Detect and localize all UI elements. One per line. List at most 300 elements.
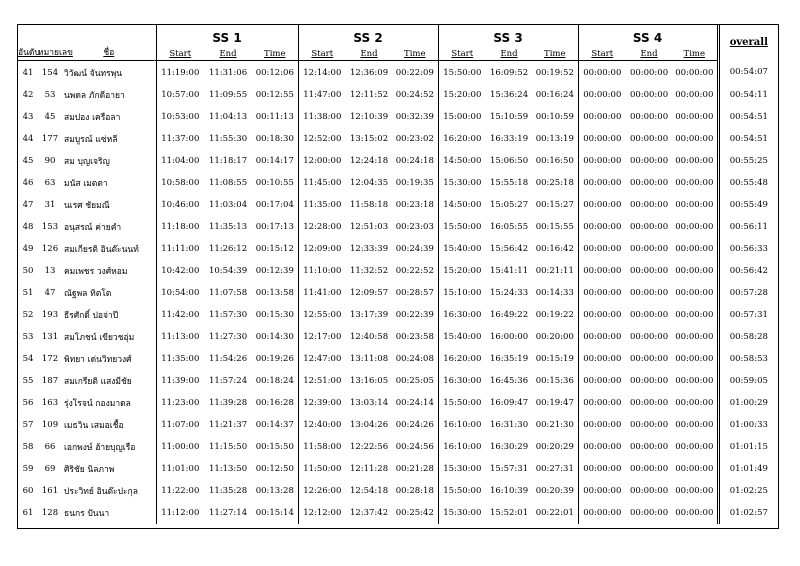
table-row — [18, 172, 778, 194]
ss4-end-cell: 00:00:00 — [629, 420, 669, 430]
column-header-row — [18, 45, 778, 61]
ss1-start-cell: 11:00:00 — [156, 436, 204, 458]
rank-cell: 56 — [22, 398, 34, 408]
ss3-start-cell: 14:50:00 — [438, 150, 486, 172]
ss1-time-cell: 00:16:28 — [255, 398, 294, 408]
name-cell: สมปอง เครือลา — [64, 113, 121, 123]
overall-cell: 00:58:28 — [718, 326, 778, 348]
end-header: End — [486, 45, 532, 61]
ss4-time-cell: 00:00:00 — [675, 134, 714, 144]
ss4-end-cell: 00:00:00 — [629, 112, 669, 122]
ss2-end-cell: 12:10:39 — [349, 112, 389, 122]
name-cell: ธนกร ปันนา — [64, 509, 110, 519]
ss3-end-cell: 16:33:19 — [489, 134, 529, 144]
ss1-time-cell: 00:18:24 — [255, 376, 294, 386]
rank-cell: 51 — [22, 288, 34, 298]
ss3-start-cell: 14:50:00 — [438, 194, 486, 216]
ss2-time-cell: 00:22:39 — [395, 310, 434, 320]
ss4-end-cell: 00:00:00 — [629, 244, 669, 254]
table-row — [18, 260, 778, 282]
name-cell: สมบูรณ์ แซ่หลี — [64, 135, 118, 145]
ss2-end-cell: 12:36:09 — [349, 67, 389, 78]
results-body — [18, 61, 778, 525]
ss1-end-cell: 11:31:06 — [208, 67, 248, 78]
ss1-time-cell: 00:14:30 — [255, 332, 294, 342]
ss4-time-cell: 00:00:00 — [675, 332, 714, 342]
ss4-start-cell: 00:00:00 — [578, 260, 626, 282]
ss1-end-cell: 11:27:14 — [208, 508, 248, 518]
ss2-end-cell: 13:03:14 — [349, 398, 389, 408]
ss3-end-cell: 16:35:19 — [489, 354, 529, 364]
ss4-end-cell: 00:00:00 — [629, 200, 669, 210]
ss2-end-cell: 12:37:42 — [349, 508, 389, 518]
ss1-time-cell: 00:15:30 — [255, 310, 294, 320]
name-cell: สม บุญเจริญ — [64, 157, 110, 167]
ss2-start-cell: 12:52:00 — [298, 128, 346, 150]
ss4-end-cell: 00:00:00 — [629, 464, 669, 474]
ss1-time-cell: 00:19:26 — [255, 354, 294, 364]
ss1-start-cell: 11:13:00 — [156, 326, 204, 348]
rank-cell: 54 — [22, 354, 34, 364]
time-header: Time — [532, 45, 578, 61]
table-row — [18, 348, 778, 370]
overall-cell: 01:02:57 — [718, 502, 778, 524]
ss3-time-cell: 00:13:19 — [535, 134, 574, 144]
end-header: End — [204, 45, 252, 61]
ss2-end-cell: 12:22:56 — [349, 442, 389, 452]
ss1-end-cell: 11:55:30 — [208, 134, 248, 144]
ss3-time-cell: 00:14:33 — [535, 288, 574, 298]
ss4-end-cell: 00:00:00 — [629, 67, 669, 78]
ss4-end-cell: 00:00:00 — [629, 376, 669, 386]
ss2-start-cell: 12:26:00 — [298, 480, 346, 502]
ss3-start-cell: 16:20:00 — [438, 348, 486, 370]
ss3-time-cell: 00:25:18 — [535, 178, 574, 188]
ss2-start-cell: 11:35:00 — [298, 194, 346, 216]
ss3-time-cell: 00:16:42 — [535, 244, 574, 254]
ss3-end-cell: 16:30:29 — [489, 442, 529, 452]
ss3-time-cell: 00:27:31 — [535, 464, 574, 474]
ss1-start-cell: 11:35:00 — [156, 348, 204, 370]
ss4-end-cell: 00:00:00 — [629, 178, 669, 188]
table-row — [18, 61, 778, 85]
ss2-time-cell: 00:24:18 — [395, 156, 434, 166]
ss1-start-cell: 10:54:00 — [156, 282, 204, 304]
overall-header: overall — [718, 25, 778, 61]
name-header: ชื่อ — [62, 45, 156, 61]
bib-cell: 31 — [44, 200, 56, 210]
start-header: Start — [298, 45, 346, 61]
overall-cell: 00:56:33 — [718, 238, 778, 260]
ss1-start-cell: 11:12:00 — [156, 502, 204, 524]
ss3-start-cell: 15:30:00 — [438, 172, 486, 194]
ss3-start-cell: 16:30:00 — [438, 370, 486, 392]
rank-cell: 52 — [22, 310, 34, 320]
ss4-start-cell: 00:00:00 — [578, 502, 626, 524]
ss2-end-cell: 12:24:18 — [349, 156, 389, 166]
ss2-time-cell: 00:24:39 — [395, 244, 434, 254]
name-cell: ประวิทย์ อินต๊ะปะกุล — [64, 487, 138, 497]
stage-title-ss3: SS 3 — [438, 25, 578, 45]
ss3-start-cell: 15:40:00 — [438, 326, 486, 348]
stage-header-row — [18, 25, 778, 45]
ss4-end-cell: 00:00:00 — [629, 288, 669, 298]
ss1-end-cell: 11:09:55 — [208, 90, 248, 100]
rank-cell: 42 — [22, 90, 34, 100]
ss1-end-cell: 11:26:12 — [208, 244, 248, 254]
ss2-end-cell: 13:15:02 — [349, 134, 389, 144]
overall-cell: 00:56:42 — [718, 260, 778, 282]
ss1-start-cell: 11:39:00 — [156, 370, 204, 392]
ss3-start-cell: 15:30:00 — [438, 458, 486, 480]
ss2-time-cell: 00:19:35 — [395, 178, 434, 188]
overall-cell: 00:54:51 — [718, 128, 778, 150]
overall-cell: 00:54:51 — [718, 106, 778, 128]
ss3-end-cell: 15:52:01 — [489, 508, 529, 518]
ss1-end-cell: 11:04:13 — [208, 112, 248, 122]
ss1-start-cell: 11:23:00 — [156, 392, 204, 414]
table-row — [18, 458, 778, 480]
ss1-time-cell: 00:17:13 — [255, 222, 294, 232]
ss3-time-cell: 00:22:01 — [535, 508, 574, 518]
bib-cell: 153 — [41, 222, 59, 232]
rank-cell: 58 — [22, 442, 34, 452]
ss3-end-cell: 15:41:11 — [489, 266, 529, 276]
ss3-start-cell: 16:30:00 — [438, 304, 486, 326]
bib-cell: 66 — [44, 442, 56, 452]
ss4-start-cell: 00:00:00 — [578, 61, 626, 85]
end-header: End — [626, 45, 672, 61]
ss1-end-cell: 11:39:28 — [208, 398, 248, 408]
ss2-start-cell: 12:51:00 — [298, 370, 346, 392]
overall-cell: 01:00:33 — [718, 414, 778, 436]
rank-cell: 55 — [22, 376, 34, 386]
ss3-time-cell: 00:20:00 — [535, 332, 574, 342]
ss2-end-cell: 11:32:52 — [349, 266, 389, 276]
ss1-start-cell: 11:07:00 — [156, 414, 204, 436]
ss1-time-cell: 00:15:12 — [255, 244, 294, 254]
ss2-start-cell: 12:55:00 — [298, 304, 346, 326]
ss1-start-cell: 11:19:00 — [156, 61, 204, 85]
ss4-time-cell: 00:00:00 — [675, 354, 714, 364]
ss3-start-cell: 15:20:00 — [438, 260, 486, 282]
ss1-end-cell: 11:35:28 — [208, 486, 248, 496]
ss2-start-cell: 12:17:00 — [298, 326, 346, 348]
name-cell: อนุสรณ์ ค่ายคำ — [64, 223, 122, 233]
ss3-end-cell: 16:05:55 — [489, 222, 529, 232]
table-row — [18, 150, 778, 172]
ss4-start-cell: 00:00:00 — [578, 304, 626, 326]
bib-cell: 187 — [41, 376, 59, 386]
ss2-time-cell: 00:28:57 — [395, 288, 434, 298]
ss3-start-cell: 16:20:00 — [438, 128, 486, 150]
rank-cell: 50 — [22, 266, 34, 276]
rank-cell: 59 — [22, 464, 34, 474]
ss4-start-cell: 00:00:00 — [578, 348, 626, 370]
ss1-end-cell: 11:13:50 — [208, 464, 248, 474]
bib-cell: 193 — [41, 310, 59, 320]
ss4-time-cell: 00:00:00 — [675, 486, 714, 496]
name-cell: สมเกียรติ อินต๊ะนนท์ — [64, 245, 139, 255]
table-row — [18, 304, 778, 326]
ss1-time-cell: 00:12:50 — [255, 464, 294, 474]
bib-cell: 109 — [41, 420, 59, 430]
ss2-start-cell: 11:41:00 — [298, 282, 346, 304]
bib-header: หมายเลข — [38, 45, 62, 61]
ss4-start-cell: 00:00:00 — [578, 414, 626, 436]
table-row — [18, 480, 778, 502]
ss4-end-cell: 00:00:00 — [629, 442, 669, 452]
rank-cell: 46 — [22, 178, 34, 188]
ss3-time-cell: 00:16:50 — [535, 156, 574, 166]
bib-cell: 161 — [41, 486, 59, 496]
ss2-end-cell: 13:17:39 — [349, 310, 389, 320]
ss2-time-cell: 00:24:14 — [395, 398, 434, 408]
ss2-end-cell: 12:11:52 — [349, 90, 389, 100]
overall-cell: 00:55:25 — [718, 150, 778, 172]
overall-cell: 00:55:48 — [718, 172, 778, 194]
bib-cell: 154 — [41, 67, 59, 78]
ss4-time-cell: 00:00:00 — [675, 200, 714, 210]
ss4-time-cell: 00:00:00 — [675, 508, 714, 518]
ss2-start-cell: 12:40:00 — [298, 414, 346, 436]
start-header: Start — [438, 45, 486, 61]
ss2-start-cell: 11:10:00 — [298, 260, 346, 282]
ss3-time-cell: 00:21:11 — [535, 266, 574, 276]
ss2-end-cell: 12:33:39 — [349, 244, 389, 254]
ss2-end-cell: 12:11:28 — [349, 464, 389, 474]
bib-cell: 128 — [41, 508, 59, 518]
rank-header: อันดับ — [18, 45, 38, 61]
ss4-start-cell: 00:00:00 — [578, 84, 626, 106]
ss1-start-cell: 10:57:00 — [156, 84, 204, 106]
name-cell: คมเพชร วงศ์หอม — [64, 267, 128, 277]
ss3-start-cell: 15:40:00 — [438, 238, 486, 260]
bib-cell: 177 — [41, 134, 59, 144]
ss1-end-cell: 11:54:26 — [208, 354, 248, 364]
table-row — [18, 282, 778, 304]
ss4-time-cell: 00:00:00 — [675, 398, 714, 408]
ss1-time-cell: 00:13:28 — [255, 486, 294, 496]
ss3-start-cell: 15:10:00 — [438, 282, 486, 304]
bib-cell: 69 — [44, 464, 56, 474]
ss3-time-cell: 00:15:36 — [535, 376, 574, 386]
results-table — [18, 25, 778, 524]
ss1-end-cell: 11:21:37 — [208, 420, 248, 430]
ss1-end-cell: 11:57:30 — [208, 310, 248, 320]
ss1-time-cell: 00:13:58 — [255, 288, 294, 298]
ss2-time-cell: 00:25:05 — [395, 376, 434, 386]
ss3-end-cell: 16:31:30 — [489, 420, 529, 430]
ss1-start-cell: 11:22:00 — [156, 480, 204, 502]
overall-cell: 00:55:49 — [718, 194, 778, 216]
rank-cell: 48 — [22, 222, 34, 232]
ss3-time-cell: 00:19:47 — [535, 398, 574, 408]
overall-cell: 00:58:53 — [718, 348, 778, 370]
overall-cell: 00:57:28 — [718, 282, 778, 304]
table-row — [18, 128, 778, 150]
ss3-time-cell: 00:21:30 — [535, 420, 574, 430]
ss4-end-cell: 00:00:00 — [629, 134, 669, 144]
ss1-time-cell: 00:15:50 — [255, 442, 294, 452]
name-cell: เอกพงษ์ ฮ้ายบุญเรือ — [64, 443, 136, 453]
ss4-time-cell: 00:00:00 — [675, 442, 714, 452]
ss1-time-cell: 00:12:55 — [255, 90, 294, 100]
ss4-start-cell: 00:00:00 — [578, 172, 626, 194]
ss3-end-cell: 16:09:52 — [489, 67, 529, 78]
ss1-time-cell: 00:18:30 — [255, 134, 294, 144]
table-row — [18, 436, 778, 458]
ss3-start-cell: 16:10:00 — [438, 436, 486, 458]
bib-cell: 63 — [44, 178, 56, 188]
ss1-end-cell: 11:18:17 — [208, 156, 248, 166]
ss1-time-cell: 00:10:55 — [255, 178, 294, 188]
name-cell: ศิริชัย นิลภาพ — [64, 465, 115, 475]
bib-cell: 172 — [41, 354, 59, 364]
name-cell: วิวัฒน์ จันทรพุน — [64, 68, 123, 79]
name-cell: มนัส เมตตา — [64, 179, 108, 189]
ss3-time-cell: 00:20:39 — [535, 486, 574, 496]
stage-title-ss1: SS 1 — [156, 25, 298, 45]
overall-cell: 00:56:11 — [718, 216, 778, 238]
ss4-start-cell: 00:00:00 — [578, 238, 626, 260]
ss2-start-cell: 11:45:00 — [298, 172, 346, 194]
ss2-time-cell: 00:24:08 — [395, 354, 434, 364]
ss4-start-cell: 00:00:00 — [578, 216, 626, 238]
ss2-time-cell: 00:25:42 — [395, 508, 434, 518]
ss2-time-cell: 00:23:18 — [395, 200, 434, 210]
ss4-time-cell: 00:00:00 — [675, 156, 714, 166]
ss2-end-cell: 13:04:26 — [349, 420, 389, 430]
rank-cell: 57 — [22, 420, 34, 430]
rank-cell: 61 — [22, 508, 34, 518]
ss3-end-cell: 15:06:50 — [489, 156, 529, 166]
ss4-time-cell: 00:00:00 — [675, 266, 714, 276]
ss2-end-cell: 13:11:08 — [349, 354, 389, 364]
overall-cell: 01:00:29 — [718, 392, 778, 414]
ss4-end-cell: 00:00:00 — [629, 354, 669, 364]
ss4-start-cell: 00:00:00 — [578, 128, 626, 150]
ss1-end-cell: 11:57:24 — [208, 376, 248, 386]
ss4-end-cell: 00:00:00 — [629, 266, 669, 276]
start-header: Start — [156, 45, 204, 61]
name-cell: เมธวิน เสมอเชื้อ — [64, 421, 124, 431]
ss4-time-cell: 00:00:00 — [675, 464, 714, 474]
rank-cell: 43 — [22, 112, 34, 122]
ss3-end-cell: 15:56:42 — [489, 244, 529, 254]
rank-cell: 53 — [22, 332, 34, 342]
ss2-time-cell: 00:24:52 — [395, 90, 434, 100]
ss2-end-cell: 12:04:35 — [349, 178, 389, 188]
ss1-start-cell: 11:37:00 — [156, 128, 204, 150]
ss4-start-cell: 00:00:00 — [578, 106, 626, 128]
ss2-start-cell: 12:00:00 — [298, 150, 346, 172]
rank-cell: 45 — [22, 156, 34, 166]
ss2-start-cell: 11:50:00 — [298, 458, 346, 480]
name-cell: ณัฐพล ทิตโต — [64, 289, 112, 299]
rank-cell: 41 — [22, 67, 34, 78]
ss3-start-cell: 15:50:00 — [438, 216, 486, 238]
ss3-time-cell: 00:15:27 — [535, 200, 574, 210]
ss1-time-cell: 00:11:13 — [255, 112, 294, 122]
ss2-time-cell: 00:28:18 — [395, 486, 434, 496]
ss2-start-cell: 11:58:00 — [298, 436, 346, 458]
ss2-end-cell: 13:16:05 — [349, 376, 389, 386]
ss1-time-cell: 00:12:06 — [255, 67, 294, 78]
ss3-end-cell: 15:36:24 — [489, 90, 529, 100]
ss1-end-cell: 10:54:39 — [208, 266, 248, 276]
overall-cell: 01:01:15 — [718, 436, 778, 458]
ss1-end-cell: 11:08:55 — [208, 178, 248, 188]
ss1-end-cell: 11:27:30 — [208, 332, 248, 342]
ss2-time-cell: 00:21:28 — [395, 464, 434, 474]
ss1-start-cell: 10:46:00 — [156, 194, 204, 216]
ss2-start-cell: 12:39:00 — [298, 392, 346, 414]
ss3-end-cell: 16:09:47 — [489, 398, 529, 408]
table-row — [18, 370, 778, 392]
rank-cell: 44 — [22, 134, 34, 144]
ss3-start-cell: 15:00:00 — [438, 106, 486, 128]
rank-cell: 47 — [22, 200, 34, 210]
ss4-end-cell: 00:00:00 — [629, 398, 669, 408]
ss2-start-cell: 12:28:00 — [298, 216, 346, 238]
ss1-start-cell: 11:04:00 — [156, 150, 204, 172]
ss3-start-cell: 15:50:00 — [438, 480, 486, 502]
ss2-end-cell: 11:58:18 — [349, 200, 389, 210]
table-row — [18, 238, 778, 260]
overall-cell: 00:54:07 — [718, 61, 778, 85]
ss2-start-cell: 12:14:00 — [298, 61, 346, 85]
ss3-start-cell: 15:30:00 — [438, 502, 486, 524]
table-row — [18, 414, 778, 436]
ss2-time-cell: 00:24:26 — [395, 420, 434, 430]
ss1-start-cell: 11:18:00 — [156, 216, 204, 238]
bib-cell: 53 — [44, 90, 56, 100]
ss3-end-cell: 16:10:39 — [489, 486, 529, 496]
ss4-start-cell: 00:00:00 — [578, 194, 626, 216]
ss4-end-cell: 00:00:00 — [629, 156, 669, 166]
ss3-time-cell: 00:15:55 — [535, 222, 574, 232]
name-cell: ธีรศักดิ์ ปอจ่าปี — [64, 311, 119, 321]
overall-cell: 01:01:49 — [718, 458, 778, 480]
ss2-time-cell: 00:24:56 — [395, 442, 434, 452]
ss2-time-cell: 00:23:02 — [395, 134, 434, 144]
ss1-start-cell: 11:11:00 — [156, 238, 204, 260]
ss2-end-cell: 12:09:57 — [349, 288, 389, 298]
ss4-time-cell: 00:00:00 — [675, 178, 714, 188]
ss4-end-cell: 00:00:00 — [629, 508, 669, 518]
ss2-end-cell: 12:51:03 — [349, 222, 389, 232]
start-header: Start — [578, 45, 626, 61]
ss2-end-cell: 12:54:18 — [349, 486, 389, 496]
ss2-start-cell: 12:09:00 — [298, 238, 346, 260]
table-row — [18, 216, 778, 238]
ss4-time-cell: 00:00:00 — [675, 222, 714, 232]
time-header: Time — [392, 45, 438, 61]
ss4-start-cell: 00:00:00 — [578, 458, 626, 480]
results-sheet — [17, 24, 779, 529]
ss4-time-cell: 00:00:00 — [675, 288, 714, 298]
ss1-time-cell: 00:17:04 — [255, 200, 294, 210]
ss4-time-cell: 00:00:00 — [675, 376, 714, 386]
table-row — [18, 194, 778, 216]
ss2-start-cell: 12:47:00 — [298, 348, 346, 370]
overall-cell: 00:59:05 — [718, 370, 778, 392]
ss3-time-cell: 00:16:24 — [535, 90, 574, 100]
name-cell: พิทยา เด่นวิทยวงศ์ — [64, 355, 132, 365]
ss1-start-cell: 11:01:00 — [156, 458, 204, 480]
bib-cell: 47 — [44, 288, 56, 298]
